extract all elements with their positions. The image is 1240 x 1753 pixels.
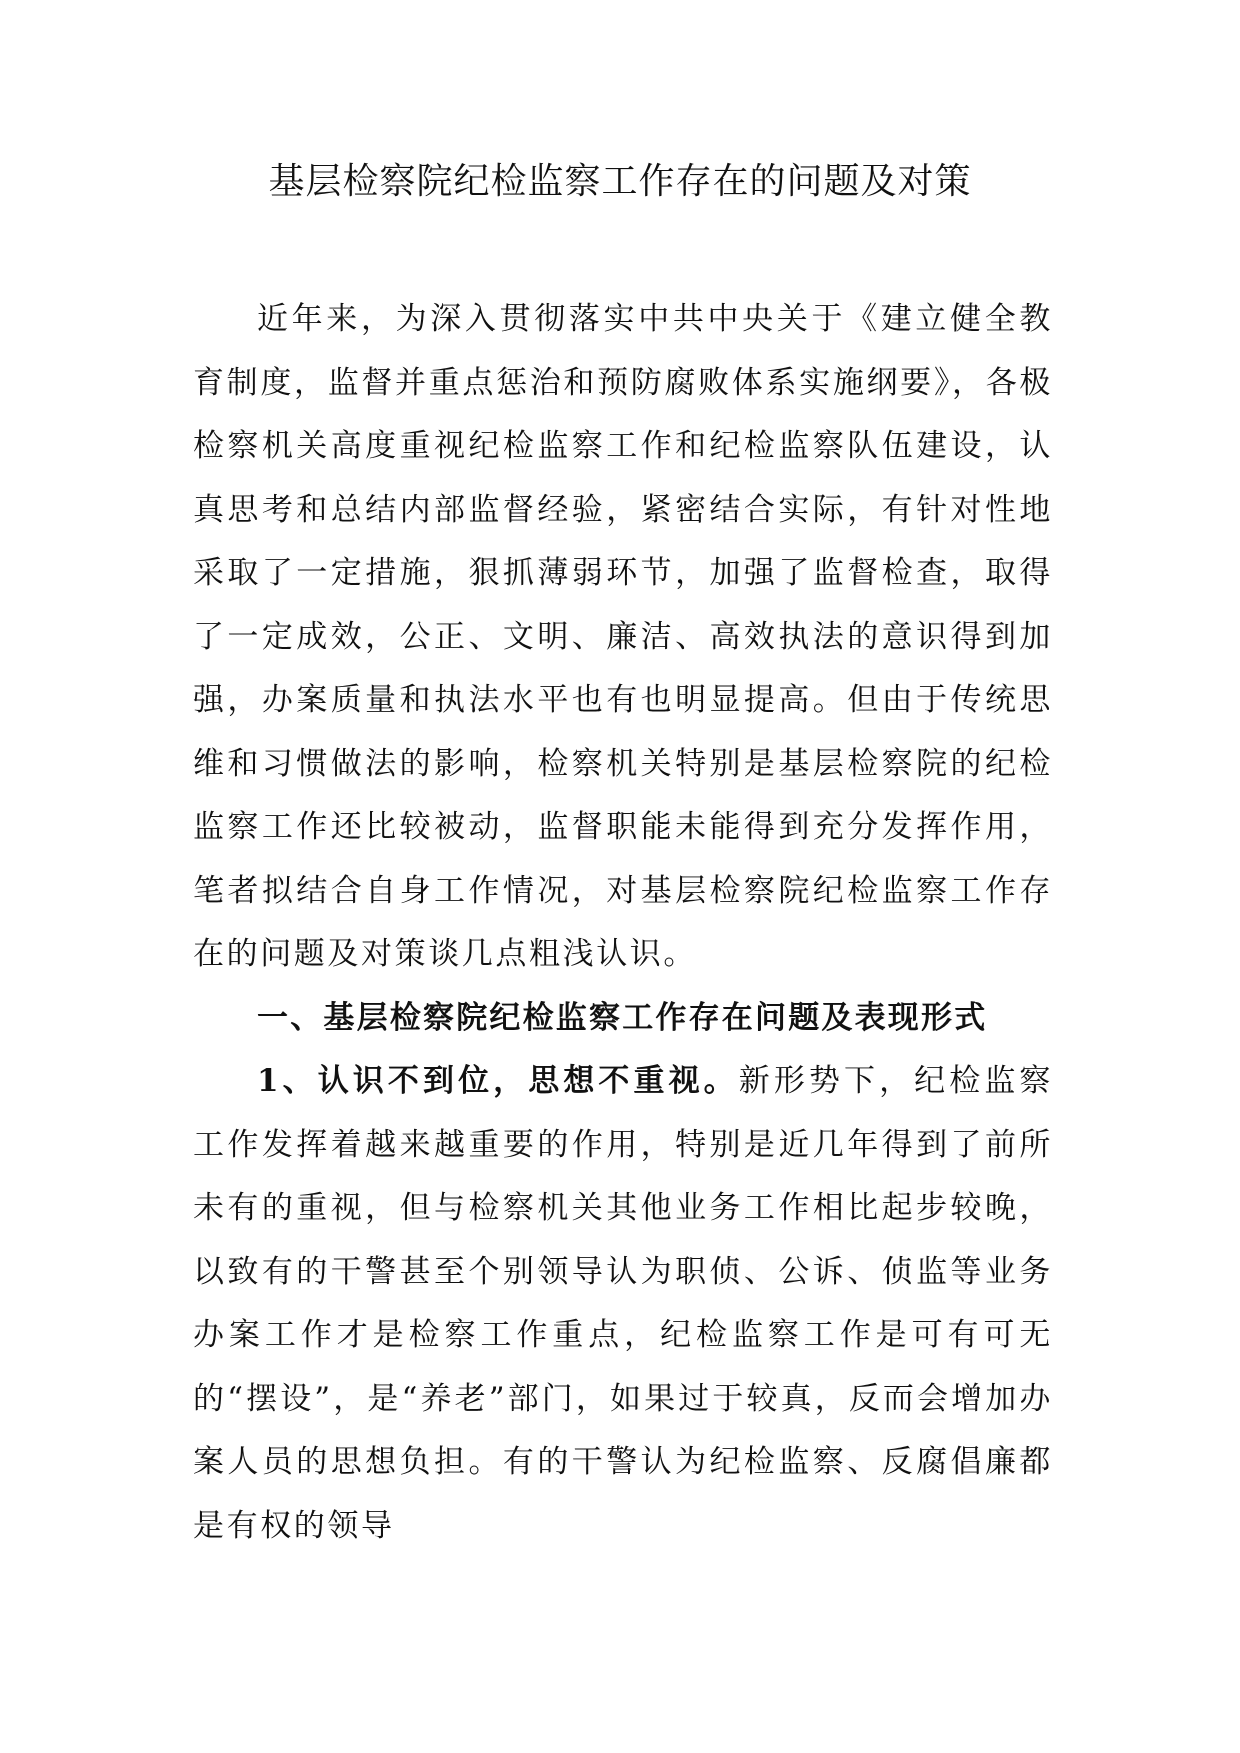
point-1-lead: 1、认识不到位，思想不重视。 [257,1063,739,1099]
intro-paragraph: 近年来，为深入贯彻落实中共中央关于《建立健全教育制度，监督并重点惩治和预防腐败体系实施纲要》，各极检察机关高度重视纪检监察工作和纪检监察队伍建设，认真思考和总结内部监督经验，紧密结合实际，有针对性地采取了一定措施，狠抓薄弱环节，加强了监督检查，取得了一定成效，公正、文明、廉洁、高效执法的意识得到加强，办案质量和执法水平也有也明显提高。但由于传统思维和习惯做法的影响，检察机关特别是基层检察院的纪检监察工作还比较被动，监督职能未能得到充分发挥作用，笔者拟结合自身工作情况，对基层检察院纪检监察工作存在的问题及对策谈几点粗浅认识。 [193,301,1053,972]
document-title: 基层检察院纪检监察工作存在的问题及对策 [268,161,972,202]
point-1-text: 新形势下，纪检监察工作发挥着越来越重要的作用，特别是近几年得到了前所未有的重视，但与检察机关其他业务工作相比起步较晚，以致有的干警甚至个别领导认为职侦、公诉、侦监等业务办案工作才是检察工作重点，纪检监察工作是可有可无的“摆设”，是“养老”部门，如果过于较真，反而会增加办案人员的思想负担。有的干警认为纪检监察、反腐倡廉都是有权的领导 [193,1063,1053,1544]
document-body [193,288,1053,1558]
point-1-paragraph [193,1050,1053,1558]
section-heading: 一、基层检察院纪检监察工作存在问题及表现形式 [257,999,988,1036]
